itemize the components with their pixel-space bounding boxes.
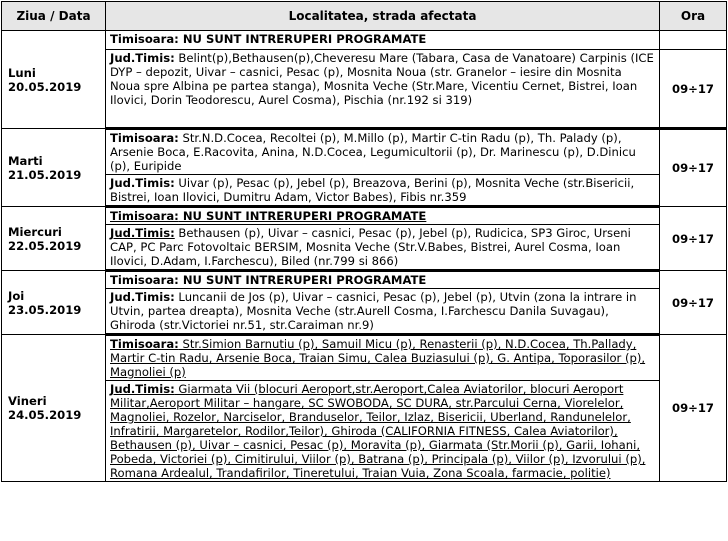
table-row bbox=[2, 207, 727, 225]
timisoara-text: Str.N.D.Cocea, Recoltei (p), M.Millo (p), Martir C-tin Radu (p), Th. Palady (p), Arsenie Boca, E.Racovita, Anina, N.D.Cocea, Legumicultorii (p), Dr. Marinescu (p), D.Dinicu (p), Euripide bbox=[110, 131, 636, 173]
jud-cell bbox=[106, 225, 660, 271]
day-cell bbox=[2, 31, 106, 129]
day-date: 22.05.2019 bbox=[8, 238, 82, 253]
jud-cell bbox=[106, 175, 660, 207]
ora-cell: 09÷17 bbox=[660, 335, 727, 482]
jud-label: Jud.Timis: bbox=[110, 176, 175, 190]
table-row bbox=[2, 335, 727, 381]
table-row bbox=[2, 271, 727, 289]
jud-cell bbox=[106, 289, 660, 335]
ora-cell: 09÷17 bbox=[660, 271, 727, 335]
jud-cell bbox=[106, 50, 660, 129]
day-name: Miercuri bbox=[8, 224, 62, 239]
day-name: Joi bbox=[8, 288, 25, 303]
day-name: Vineri bbox=[8, 394, 47, 408]
day-cell bbox=[2, 335, 106, 482]
day-cell bbox=[2, 207, 106, 271]
jud-label: Jud.Timis: bbox=[110, 290, 175, 304]
jud-cell bbox=[106, 381, 660, 482]
jud-label: Jud.Timis: bbox=[110, 51, 175, 65]
ora-cell: 09÷17 bbox=[660, 50, 727, 129]
table-row bbox=[2, 31, 727, 50]
timisoara-cell bbox=[106, 129, 660, 175]
jud-text: Uivar (p), Pesac (p), Jebel (p), Breazova, Berini (p), Mosnita Veche (str.Bisericii, Bistrei, Ioan Ilovici, Dumitru Adam, Victor Babes), Fibis nr.359 bbox=[110, 176, 635, 204]
table-row bbox=[2, 225, 727, 271]
table-row bbox=[2, 50, 727, 129]
day-date: 23.05.2019 bbox=[8, 302, 82, 317]
jud-text: Bethausen (p), Uivar – casnici, Pesac (p), Jebel (p), Rudicica, SP3 Giroc, Urseni CAP, PC Parc Fotovoltaic BERSIM, Mosnita Veche (Str.V.Babes, Bistrei, Aurel Cosma, Ioan Ilovici, D.Adam, I.Farchescu), Biled (nr.799 si 866) bbox=[110, 226, 631, 268]
schedule-table bbox=[1, 1, 727, 482]
jud-text: Luncanii de Jos (p), Uivar – casnici, Pesac (p), Jebel (p), Utvin (zona la intrare in Utvin, partea dreapta), Mosnita Veche (str.Aurell Cosma, I.Farchescu Danila Suvagau), Ghiroda (str.Victoriei nr.51, str.Caraiman nr.9) bbox=[110, 290, 637, 332]
timisoara-label: Timisoara: bbox=[110, 209, 179, 223]
day-name: Luni bbox=[8, 65, 36, 80]
header-ora: Ora bbox=[660, 2, 727, 31]
day-date: 24.05.2019 bbox=[8, 408, 82, 422]
timisoara-label: Timisoara: bbox=[110, 32, 179, 46]
table-row bbox=[2, 175, 727, 207]
table-row bbox=[2, 289, 727, 335]
timisoara-label: Timisoara: bbox=[110, 273, 179, 287]
header-row bbox=[2, 2, 727, 31]
day-name: Marti bbox=[8, 153, 43, 168]
header-location: Localitatea, strada afectata bbox=[106, 2, 660, 31]
table-row bbox=[2, 381, 727, 482]
timisoara-cell bbox=[106, 207, 660, 225]
timisoara-cell bbox=[106, 271, 660, 289]
ora-empty bbox=[660, 31, 727, 50]
jud-label: Jud.Timis: bbox=[110, 226, 175, 240]
day-date: 21.05.2019 bbox=[8, 167, 82, 182]
ora-cell: 09÷17 bbox=[660, 129, 727, 207]
day-cell bbox=[2, 271, 106, 335]
timisoara-label: Timisoara: bbox=[110, 131, 179, 145]
timisoara-cell bbox=[106, 31, 660, 50]
jud-label: Jud.Timis: bbox=[110, 382, 175, 396]
header-day: Ziua / Data bbox=[2, 2, 106, 31]
day-date: 20.05.2019 bbox=[8, 79, 82, 94]
timisoara-text: NU SUNT INTRERUPERI PROGRAMATE bbox=[178, 32, 427, 46]
timisoara-text: NU SUNT INTRERUPERI PROGRAMATE bbox=[178, 273, 427, 287]
day-cell bbox=[2, 129, 106, 207]
ora-cell: 09÷17 bbox=[660, 207, 727, 271]
timisoara-text: NU SUNT INTRERUPERI PROGRAMATE bbox=[178, 209, 427, 223]
table-row bbox=[2, 129, 727, 175]
timisoara-label: Timisoara: bbox=[110, 337, 179, 351]
jud-text: Giarmata Vii (blocuri Aeroport,str.Aeroport,Calea Aviatorilor, blocuri Aeroport Militar,Aeroport Militar – hangare, SC SWOBODA, SC DURA, str.Parcului Cerna, Viorelelor, Magnoliei, Rozelor, Narciselor, Branduselor, Teilor, Izlaz, Bisericii, Uberland, Randunelelor, Infratirii, Margaretelor, Rodilor,Teilor), Ghiroda (CALIFORNIA FITNESS, Calea Aviatorilor), Bethausen (p), Uivar – casnici, Pesac (p), Moravita (p), Giarmata (Str.Morii (p), Garii, Iohani, Pobeda, Victoriei (p), Cimitirului, Viilor (p), Batrana (p), Principala (p), Viilor (p), Izvorului (p), Romana Ardealul, Trandafirilor, Tineretului, Traian Vuia, Zona Scoala, farmacie, politie) bbox=[110, 382, 646, 480]
jud-text: Belint(p),Bethausen(p),Cheveresu Mare (Tabara, Casa de Vanatoare) Carpinis (ICE DYP – depozit, Uivar – casnici, Pesac (p), Mosnita Noua (str. Granelor – iesire din Mosnita Noua spre Albina pe partea stanga), Mosnita Veche (Str.Mare, Vicentiu Cernet, Bistrei, Ioan Ilovici, Dorin Teodorescu, Aurel Cosma), Pischia (nr.192 si 319) bbox=[110, 51, 654, 107]
timisoara-cell bbox=[106, 335, 660, 381]
timisoara-text: Str.Simion Barnutiu (p), Samuil Micu (p), Renasterii (p), N.D.Cocea, Th.Pallady, Martir C-tin Radu, Arsenie Boca, Traian Simu, Calea Buziasului (p), G. Antipa, Toporasilor (p), Magnoliei (p) bbox=[110, 337, 646, 379]
